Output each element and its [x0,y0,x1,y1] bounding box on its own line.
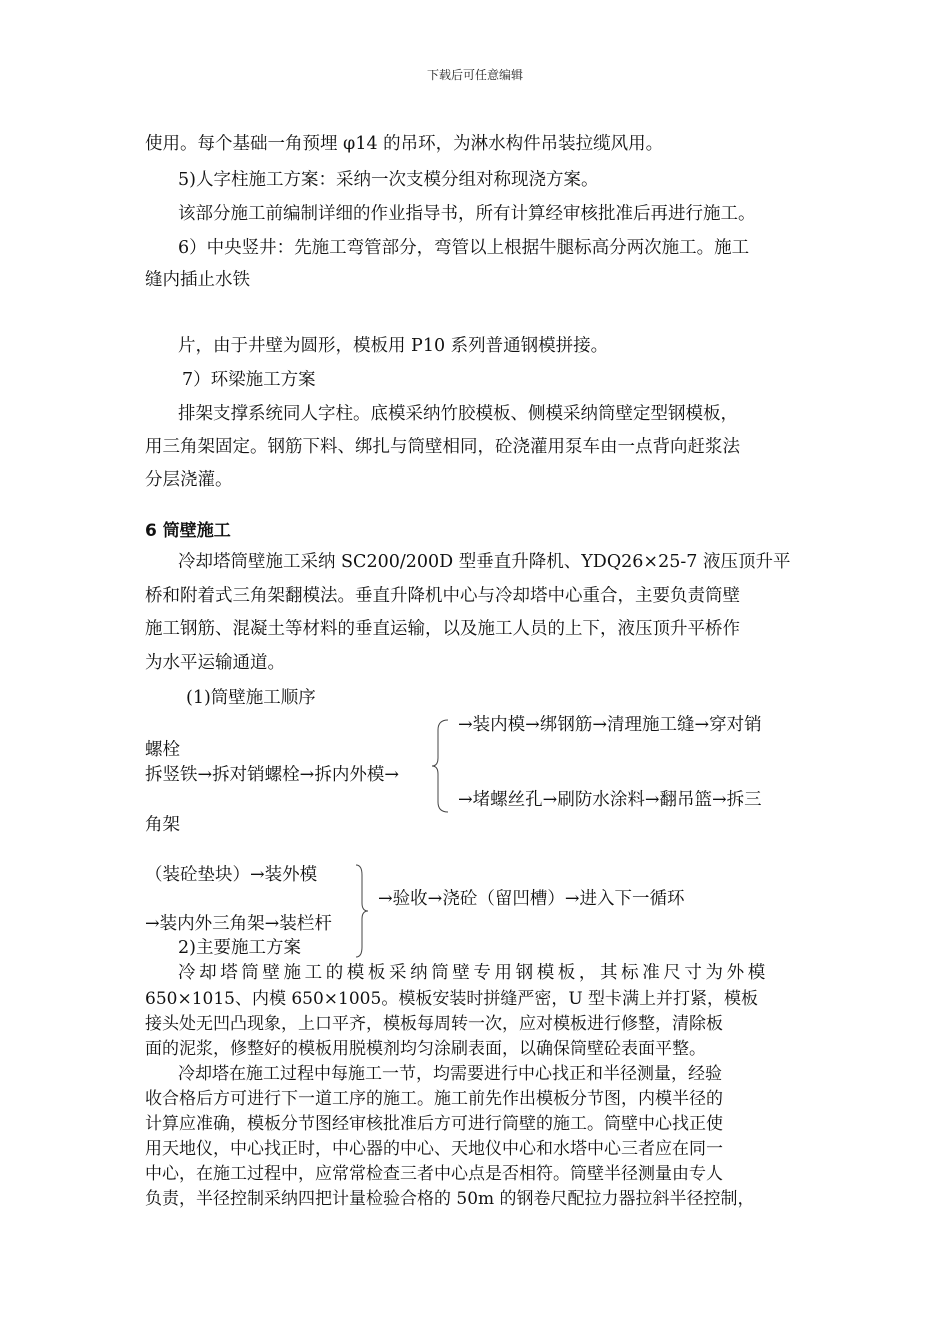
flow-step: （装砼垫块）→装外模 [145,865,318,885]
paragraph-line: 该部分施工前编制详细的作业指导书，所有计算经审核批准后再进行施工。 [178,204,756,224]
paragraph-line: 冷却塔在施工过程中每施工一节，均需要进行中心找正和半径测量，经验 [178,1064,722,1084]
paragraph-line: 为水平运输通道。 [145,653,285,673]
paragraph-line: 用天地仪，中心找正时，中心器的中心、天地仪中心和水塔中心三者应在同一 [145,1139,723,1159]
paragraph-line: 施工钢筋、混凝土等材料的垂直运输，以及施工人员的上下，液压顶升平桥作 [145,619,740,639]
flow-step: →装内外三角架→装栏杆 [145,914,332,934]
paragraph-line: 分层浇灌。 [145,470,233,490]
paragraph-line: 面的泥浆，修整好的模板用脱模剂均匀涂刷表面，以确保筒壁砼表面平整。 [145,1039,706,1059]
flow-step: 角架 [145,815,180,835]
flow-step: 螺栓 [145,740,180,760]
brace-icon [354,863,370,959]
section-heading: 6 筒壁施工 [145,521,231,541]
subheading: 2)主要施工方案 [178,938,301,958]
paragraph-line: 7）环梁施工方案 [182,370,316,390]
page-header: 下载后可任意编辑 [426,68,523,82]
paragraph-line: 6）中央竖井：先施工弯管部分，弯管以上根据牛腿标高分两次施工。施工 [178,238,750,258]
flow-step: 拆竖铁→拆对销螺栓→拆内外模→ [145,765,399,785]
paragraph-line: 桥和附着式三角架翻模法。垂直升降机中心与冷却塔中心重合，主要负责筒壁 [145,586,740,606]
flow-step: →堵螺丝孔→刷防水涂料→翻吊篮→拆三 [458,790,762,810]
paragraph-line: 计算应准确，模板分节图经审核批准后方可进行筒壁的施工。筒壁中心找正使 [145,1114,723,1134]
paragraph-line: 用三角架固定。钢筋下料、绑扎与筒壁相同，砼浇灌用泵车由一点背向赶浆法 [145,437,740,457]
paragraph-line: 收合格后方可进行下一道工序的施工。施工前先作出模板分节图，内模半径的 [145,1089,723,1109]
paragraph-line: 排架支撑系统同人字柱。底模采纳竹胶模板、侧模采纳筒壁定型钢模板， [178,404,738,424]
paragraph-line: 650×1015、内模 650×1005。模板安装时拼缝严密，U 型卡满上并打紧，模板 [145,989,759,1009]
subheading: (1)筒壁施工顺序 [186,688,316,708]
paragraph-line: 冷却塔筒壁施工采纳 SC200/200D 型垂直升降机、YDQ26×25-7 液压顶升平 [178,552,791,572]
paragraph-line: 负责，半径控制采纳四把计量检验合格的 50m 的钢卷尺配拉力器拉斜半径控制， [145,1189,755,1209]
flow-step: →验收→浇砼（留凹槽）→进入下一循环 [378,889,685,909]
flow-step: →装内模→绑钢筋→清理施工缝→穿对销 [458,715,762,735]
paragraph-line: 使用。每个基础一角预埋 φ14 的吊环，为淋水构件吊装拉缆风用。 [145,134,664,154]
brace-icon [430,718,450,814]
paragraph-line: 片，由于井壁为圆形，模板用 P10 系列普通钢模拼接。 [178,336,609,356]
paragraph-line: 缝内插止水铁 [145,270,250,290]
paragraph-line: 5)人字柱施工方案：采纳一次支模分组对称现浇方案。 [178,170,599,190]
paragraph-line: 冷却塔筒壁施工的模板采纳筒壁专用钢模板，其标准尺寸为外模 [178,963,769,983]
paragraph-line: 中心，在施工过程中，应常常检查三者中心点是否相符。筒壁半径测量由专人 [145,1164,723,1184]
paragraph-line: 接头处无凹凸现象，上口平齐，模板每周转一次，应对模板进行修整，清除板 [145,1014,723,1034]
